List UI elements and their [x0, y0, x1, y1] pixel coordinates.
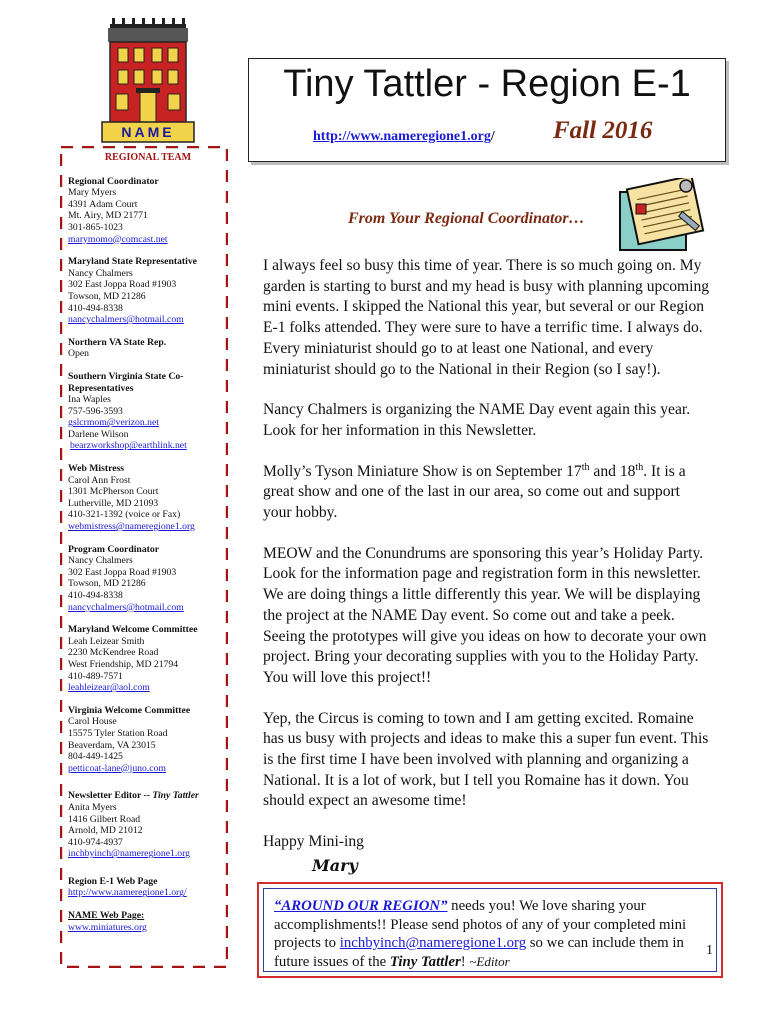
contact-email-link[interactable]: nancychalmers@hotmail.com: [68, 601, 184, 613]
contact-line: Nancy Chalmers: [68, 267, 133, 279]
contact-line: Towson, MD 21286: [68, 578, 146, 590]
notice-text: !: [460, 953, 470, 970]
title-box: [248, 58, 726, 162]
url-slash: /: [490, 129, 495, 144]
contact-role: Northern VA State Rep.: [68, 336, 167, 348]
contact-line: Anita Myers: [68, 801, 117, 813]
contact-role: Maryland Welcome Committee: [68, 624, 198, 636]
ordinal-sup: th: [581, 461, 590, 473]
coordinator-heading: From Your Regional Coordinator…: [348, 210, 585, 227]
issue-season: Fall 2016: [553, 117, 653, 144]
contact-role: Southern Virginia State Co-Representatives: [68, 370, 184, 394]
contact-email-link[interactable]: marymomo@comcast.net: [68, 233, 168, 245]
name-logo-house: [100, 16, 196, 146]
contact-regional-coordinator: [68, 176, 228, 246]
notepad-clipart-icon: [616, 178, 706, 254]
contact-line: Carol House: [68, 716, 117, 728]
contact-line: 410-494-8338: [68, 590, 123, 601]
contact-program-coordinator: [68, 544, 228, 614]
contact-email-link[interactable]: gslcrmom@verizon.net: [68, 417, 159, 429]
region-webpage-link[interactable]: http://www.nameregione1.org/: [68, 887, 187, 899]
p3-part: Molly’s Tyson Miniature Show is on September 17: [263, 462, 582, 480]
p3-part: . It is a great show and one of the last in our area, so come out and support your hobby.: [263, 462, 686, 522]
contact-email-link[interactable]: bearzworkshop@earthlink.net: [70, 440, 187, 452]
contact-web-mistress: [68, 463, 228, 533]
article-paragraph: I always feel so busy this time of year. There is so much going on. My garden is starting to burst and my head is busy with planning upcoming mini events. I skipped the National this year, but several or our Region E-1 folks attended. They were sure to have a terrific time. I always do. Every miniaturist should go to at least one National, and every miniaturist should go to the National in their Region (so I say!).: [263, 257, 710, 378]
contact-line: Carol Ann Frost: [68, 474, 131, 486]
ordinal-sup: th: [635, 461, 644, 473]
contact-email-link[interactable]: leahleizear@aol.com: [68, 682, 150, 694]
sidebar-heading: REGIONAL TEAM: [104, 152, 192, 163]
contact-email-link[interactable]: nancychalmers@hotmail.com: [68, 314, 184, 326]
notice-editor: ~Editor: [469, 953, 510, 969]
contact-role: Virginia Welcome Committee: [68, 704, 191, 716]
contact-line: Darlene Wilson: [68, 428, 129, 440]
contact-role: NAME Web Page:: [68, 910, 145, 922]
contact-line: Mt. Airy, MD 21771: [68, 210, 148, 222]
contact-line: Nancy Chalmers: [68, 555, 133, 567]
notice-text: needs you! We love sharing your accomplishments!! Please send photos of any of your completed mini projects to: [274, 898, 687, 952]
notice-title: “AROUND OUR REGION”: [274, 898, 448, 914]
article-paragraph: [263, 462, 711, 524]
contact-line: Mary Myers: [68, 187, 117, 199]
contact-role: [68, 790, 228, 802]
contact-role: Regional Coordinator: [68, 175, 159, 187]
contact-role: Region E-1 Web Page: [68, 875, 158, 887]
contact-line: 1416 Gilbert Road: [68, 813, 141, 825]
contact-name-webpage: [68, 910, 228, 933]
contact-role: Maryland State Representative: [68, 256, 197, 268]
contact-email-link[interactable]: petticoat-lane@juno.com: [68, 762, 166, 774]
main-article: [263, 256, 711, 873]
contact-role: Web Mistress: [68, 463, 125, 475]
contact-line: 302 East Joppa Road #1903: [68, 279, 177, 291]
contact-role-prefix: Newsletter Editor --: [68, 790, 153, 802]
notice-text: so we can include them in future issues of the: [274, 935, 684, 970]
contact-line: 410-489-7571: [68, 670, 123, 682]
notice-newsletter-name: Tiny Tattler: [389, 953, 461, 970]
sidebar-content: [68, 152, 228, 944]
article-paragraph: Yep, the Circus is coming to town and I am getting excited. Romaine has us busy with projects and ideas to make this a super fun event. This is the first time I have been involved with planning and organizing a National. It is a lot of work, but I tell you Romaine has it down. You should expect an awesome time!: [263, 709, 709, 810]
contact-line: 2230 McKendree Road: [68, 647, 159, 659]
contact-role: Program Coordinator: [68, 543, 160, 555]
page-number: 1: [706, 943, 713, 958]
closing-line: Happy Mini-ing: [263, 833, 364, 851]
contact-line: Ina Waples: [68, 394, 111, 406]
contact-newsletter-editor: [68, 790, 228, 860]
contact-line: 757-596-3593: [68, 405, 123, 417]
contact-line: 302 East Joppa Road #1903: [68, 566, 177, 578]
title-url-wrap: [313, 129, 495, 145]
contact-line: 804-449-1425: [68, 751, 123, 763]
contact-region-webpage: [68, 876, 228, 899]
contact-email-link[interactable]: inchbyinch@nameregione1.org: [68, 848, 190, 860]
contact-line: West Friendship, MD 21794: [68, 658, 179, 670]
notice-email-link[interactable]: inchbyinch@nameregione1.org: [339, 935, 527, 952]
article-paragraph: MEOW and the Conundrums are sponsoring this year’s Holiday Party. Look for the information page and registration form in this newsletter. We are doing things a little differently this year. We will be displaying the project at the NAME Day event. So come out and take a peek. Seeing the prototypes will give you ideas on how to decorate your own project. Bring your decorating supplies with you to the Holiday Party. You will love this project!!: [263, 544, 707, 686]
contact-line: Beaverdam, VA 23015: [68, 739, 156, 751]
contact-line: 15575 Tyler Station Road: [68, 727, 168, 739]
contact-maryland-state-rep: [68, 256, 228, 326]
contact-line: 410-974-4937: [68, 836, 123, 848]
contact-line: 301-865-1023: [68, 221, 123, 233]
contact-line: Arnold, MD 21012: [68, 825, 143, 837]
region-website-link[interactable]: http://www.nameregione1.org: [313, 129, 491, 144]
contact-line: 410-321-1392 (voice or Fax): [68, 509, 181, 521]
contact-virginia-welcome: [68, 705, 228, 775]
contact-line: Towson, MD 21286: [68, 290, 146, 302]
contact-role-italic: Tiny Tattler: [152, 790, 199, 802]
regional-team-sidebar: [60, 146, 228, 968]
name-webpage-link[interactable]: www.miniatures.org: [68, 921, 147, 933]
contact-line: Open: [68, 348, 89, 360]
notice-inner: [263, 888, 717, 972]
contact-line: Leah Leizear Smith: [68, 635, 145, 647]
contact-line: Lutherville, MD 21093: [68, 497, 159, 509]
contact-northern-va-rep: [68, 337, 228, 360]
contact-line: 4391 Adam Court: [68, 198, 138, 210]
article-paragraph: Nancy Chalmers is organizing the NAME Day event again this year. Look for her information in this Newsletter.: [263, 401, 691, 439]
contact-line: 1301 McPherson Court: [68, 486, 159, 498]
name-badge-text: NAME: [121, 124, 175, 140]
contact-email-link[interactable]: webmistress@nameregione1.org: [68, 521, 195, 533]
p3-part: and 18: [589, 462, 636, 480]
newsletter-title: Tiny Tattler - Region E-1: [283, 63, 691, 105]
around-our-region-notice: [257, 882, 723, 978]
signature: Mary: [312, 856, 358, 875]
contact-maryland-welcome: [68, 624, 228, 694]
contact-southern-va-reps: [68, 371, 228, 452]
contact-line: 410-494-8338: [68, 302, 123, 314]
